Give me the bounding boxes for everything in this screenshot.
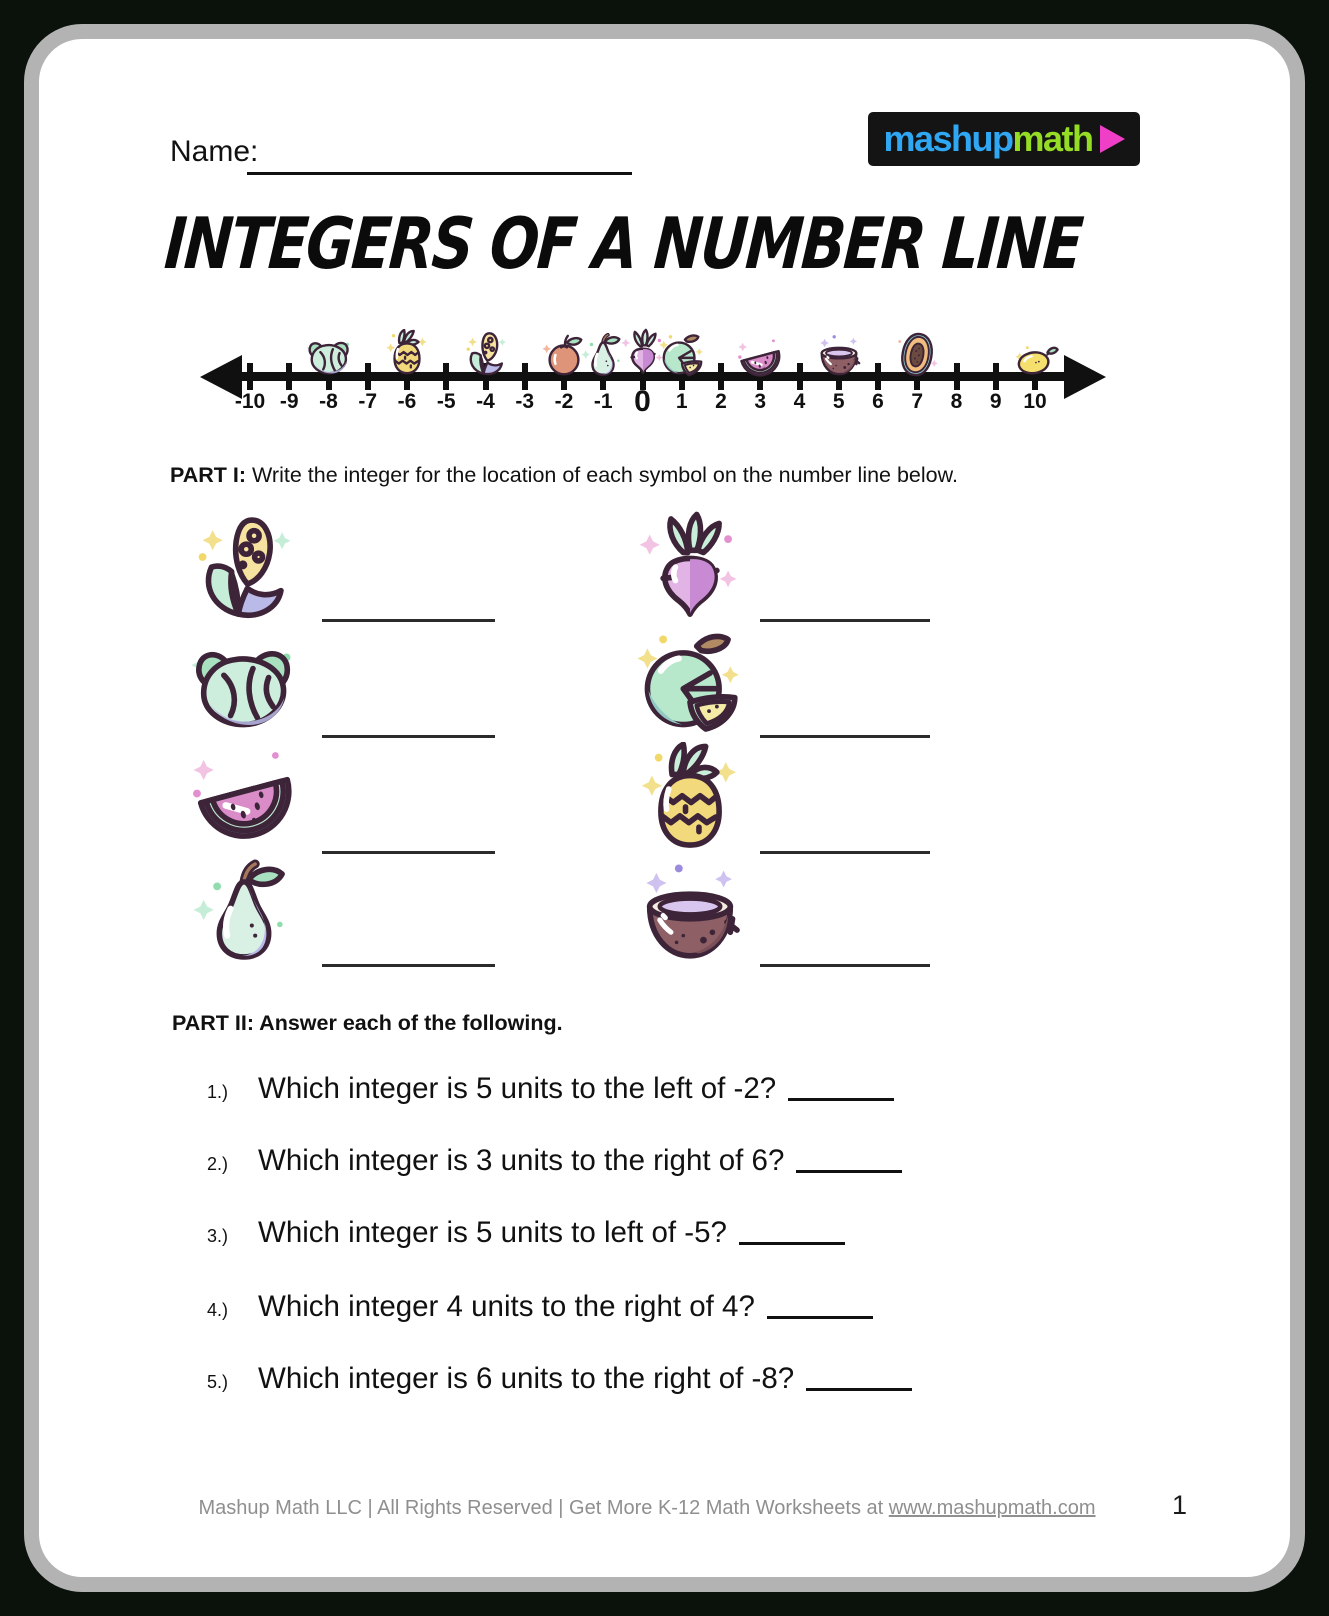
question-row <box>207 1290 873 1324</box>
coconut-icon <box>634 855 746 967</box>
part1-answer-line <box>322 964 495 967</box>
part1-answer-line <box>760 735 930 738</box>
question-answer-line <box>767 1316 873 1319</box>
number-line-tick-label: 1 <box>675 390 688 413</box>
number-line-tick-label: 3 <box>754 390 767 413</box>
number-line-tick-label: 9 <box>989 390 1002 413</box>
number-line-tick-label: -4 <box>476 390 495 413</box>
part1-answer-line <box>760 619 930 622</box>
question-text: Which integer is 3 units to the right of 6? <box>258 1144 785 1177</box>
number-line-tick <box>797 363 803 390</box>
number-line-tick-label: 0 <box>634 385 651 418</box>
number-line-tick-label: -9 <box>279 390 299 413</box>
question-row <box>207 1362 912 1396</box>
papaya-icon <box>893 331 941 379</box>
part1-answer-line <box>760 851 930 854</box>
logo-word-mashup: mashup <box>883 118 1013 159</box>
name-blank-line <box>247 172 632 175</box>
name-label: Name: <box>170 135 259 168</box>
question-answer-line <box>796 1170 902 1173</box>
question-answer-line <box>739 1242 845 1245</box>
question-number: 1.) <box>207 1082 229 1102</box>
number-line-tick-label: 2 <box>715 390 727 413</box>
number-line-tick <box>875 363 881 390</box>
pineapple-icon <box>634 742 746 854</box>
question-row <box>207 1144 902 1178</box>
number-line-tick-label: -6 <box>397 390 417 413</box>
number-line-tick-label: -3 <box>515 390 535 413</box>
question-answer-line <box>788 1098 894 1101</box>
logo-word-math: math <box>1012 118 1093 159</box>
number-line-tick-label: 4 <box>793 390 806 413</box>
question-number: 3.) <box>207 1226 229 1246</box>
part1-heading <box>170 463 958 488</box>
number-line-tick <box>522 363 528 390</box>
melon-icon <box>634 626 746 738</box>
number-line-tick-label: -10 <box>234 390 266 413</box>
page-number: 1 <box>1172 1490 1188 1520</box>
part1-answer-line <box>322 619 495 622</box>
cabbage-icon <box>188 626 300 738</box>
question-text: Which integer is 5 units to the left of -2? <box>258 1072 777 1105</box>
part1-answer-line <box>322 851 495 854</box>
part1-answer-line <box>760 964 930 967</box>
number-line-tick <box>365 363 371 390</box>
number-line-tick-label: 10 <box>1023 390 1047 413</box>
coconut-icon <box>815 331 863 379</box>
watermelon-icon <box>188 742 300 854</box>
melon-icon <box>658 331 706 379</box>
question-text: Which integer is 6 units to the right of -8? <box>258 1362 795 1395</box>
number-line-tick <box>286 363 292 390</box>
number-line-right-arrow-icon <box>1064 355 1106 399</box>
footer-link[interactable]: www.mashupmath.com <box>888 1497 1096 1519</box>
number-line-tick-label: -2 <box>554 390 574 413</box>
part1-answer-line <box>322 735 495 738</box>
question-number: 4.) <box>207 1300 229 1320</box>
play-triangle-icon <box>1100 125 1125 153</box>
radish-icon <box>634 510 746 622</box>
question-answer-line <box>806 1388 912 1391</box>
part2-heading: PART II: Answer each of the following. <box>172 1011 563 1035</box>
number-line-tick-label: -1 <box>593 390 613 413</box>
number-line-tick <box>247 363 253 390</box>
number-line-tick-label: 5 <box>832 390 845 413</box>
pear-icon <box>188 855 300 967</box>
part1-heading-label: PART I: <box>170 463 247 487</box>
number-line-tick-label: -5 <box>436 390 456 413</box>
number-line-tick <box>993 363 999 390</box>
part1-heading-text: Write the integer for the location of each symbol on the number line below. <box>246 463 958 487</box>
number-line-tick-label: 7 <box>911 390 924 413</box>
number-line-tick-label: -8 <box>319 390 338 413</box>
corn-icon <box>188 510 300 622</box>
cabbage-icon <box>305 331 353 379</box>
footer-text: Mashup Math LLC | All Rights Reserved | Get More K-12 Math Worksheets at <box>198 1497 889 1519</box>
question-row <box>207 1216 845 1250</box>
number-line-tick-label: 6 <box>872 390 884 413</box>
number-line-tick <box>718 363 724 390</box>
footer <box>42 1497 1252 1520</box>
number-line-tick-label: -7 <box>358 390 378 413</box>
number-line-tick-label: 8 <box>950 390 963 413</box>
lemon-icon <box>1011 340 1059 388</box>
mashup-math-logo <box>868 112 1140 166</box>
worksheet-title: INTEGERS OF A NUMBER LINE <box>162 202 1085 285</box>
question-number: 5.) <box>207 1372 229 1392</box>
question-text: Which integer is 5 units to left of -5? <box>258 1216 727 1249</box>
pineapple-icon <box>383 329 431 377</box>
number-line-tick <box>443 363 449 390</box>
question-text: Which integer 4 units to the right of 4? <box>258 1290 755 1323</box>
watermelon-icon <box>736 335 784 383</box>
corn-icon <box>462 329 510 377</box>
question-row <box>207 1072 894 1106</box>
number-line-tick <box>954 363 960 390</box>
question-number: 2.) <box>207 1154 229 1174</box>
